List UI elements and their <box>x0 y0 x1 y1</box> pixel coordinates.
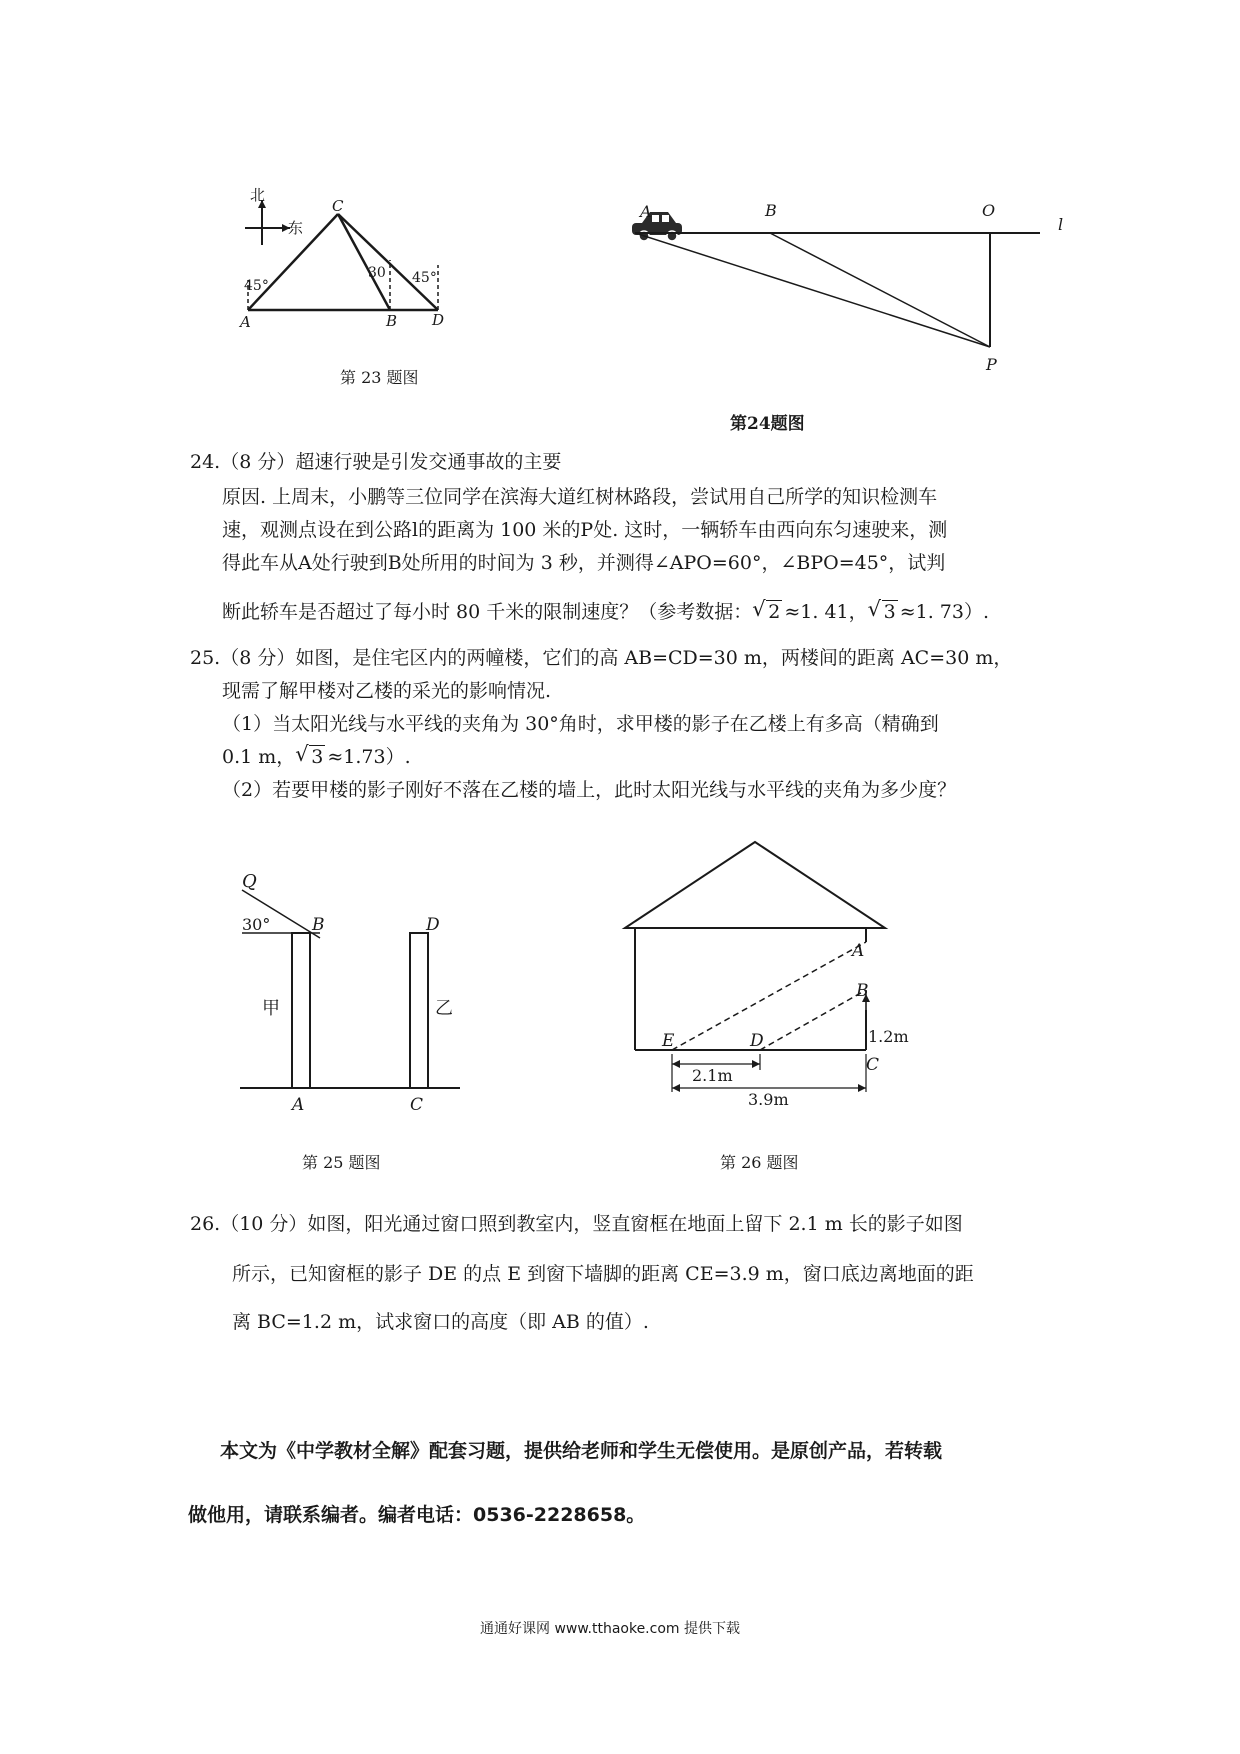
notice-line-1: 本文为《中学教材全解》配套习题，提供给老师和学生无偿使用。是原创产品，若转载 <box>220 1440 943 1462</box>
page-footer: 通通好课网 www.tthaoke.com 提供下载 <box>480 1621 740 1637</box>
fig26-dim-bc: 1.2m <box>868 1027 909 1046</box>
q24-line-5: 断此轿车是否超过了每小时 80 千米的限制速度？（参考数据：√ 2 ≈1. 41，√ 3 ≈1. 73）. <box>222 600 989 624</box>
figure-25 <box>230 870 490 1180</box>
figure-24 <box>630 201 1100 445</box>
fig26-caption: 第 26 题图 <box>720 1153 799 1172</box>
fig23-label-b: B <box>386 312 398 330</box>
fig24-label-o: O <box>982 201 996 220</box>
fig25-label-q: Q <box>242 871 257 892</box>
fig26-label-e: E <box>662 1031 675 1051</box>
q24-line-4: 得此车从A处行驶到B处所用的时间为 3 秒，并测得∠APO=60°，∠BPO=45°，试判 <box>222 552 946 574</box>
fig24-label-a: A <box>640 202 652 221</box>
fig26-label-a: A <box>852 941 865 961</box>
fig25-angle: 30° <box>242 915 271 934</box>
fig23-angle-45a: 45° <box>244 278 269 294</box>
q24-line-2: 原因. 上周末，小鹏等三位同学在滨海大道红树林路段，尝试用自己所学的知识检测车 <box>222 486 938 508</box>
fig25-caption: 第 25 题图 <box>302 1153 381 1172</box>
q26-line-1: 26.（10 分）如图，阳光通过窗口照到教室内，竖直窗框在地面上留下 2.1 m 长的影子如图 <box>190 1213 963 1235</box>
fig23-angle-45b: 45° <box>412 270 437 286</box>
fig25-label-b: B <box>312 915 325 935</box>
figure-26 <box>620 830 920 1180</box>
fig24-label-b: B <box>765 201 777 220</box>
sqrt-symbol: √ 3 <box>868 600 898 624</box>
q25-line-1: 25.（8 分）如图，是住宅区内的两幢楼，它们的高 AB=CD=30 m，两楼间的距离 AC=30 m， <box>190 647 1013 669</box>
q25-line-4: 0.1 m，√ 3 ≈1.73）. <box>222 745 411 769</box>
north-label: 北 <box>250 186 266 204</box>
building-yi: 乙 <box>435 998 453 1019</box>
fig23-label-d: D <box>432 311 445 329</box>
fig26-label-b: B <box>856 981 869 1001</box>
fig26-label-d: D <box>750 1031 764 1051</box>
fig26-dim-de: 2.1m <box>692 1066 733 1085</box>
east-label: 东 <box>288 219 304 237</box>
fig23-angle-30: 30 <box>368 265 386 281</box>
notice-line-2: 做他用，请联系编者。编者电话：0536-2228658。 <box>188 1504 646 1526</box>
fig23-caption: 第 23 题图 <box>340 368 419 387</box>
fig25-label-a: A <box>292 1095 305 1115</box>
q24-line-1: 24.（8 分）超速行驶是引发交通事故的主要 <box>190 451 562 473</box>
q24-line-3: 速，观测点设在到公路l的距离为 100 米的P处. 这时，一辆轿车由西向东匀速驶来，测 <box>222 519 948 541</box>
fig25-label-c: C <box>410 1095 424 1115</box>
fig26-dim-ec: 3.9m <box>748 1090 789 1109</box>
q25-line-2: 现需了解甲楼对乙楼的采光的影响情况. <box>222 680 552 702</box>
fig24-label-l: l <box>1058 215 1064 234</box>
sqrt-symbol: √ 2 <box>752 600 782 624</box>
fig25-label-d: D <box>426 915 440 935</box>
q25-line-5: （2）若要甲楼的影子刚好不落在乙楼的墙上，此时太阳光线与水平线的夹角为多少度？ <box>222 779 957 801</box>
q26-line-2: 所示，已知窗框的影子 DE 的点 E 到窗下墙脚的距离 CE=3.9 m，窗口底边离地面的距 <box>232 1263 974 1285</box>
figure-23 <box>240 186 510 400</box>
q25-line-3: （1）当太阳光线与水平线的夹角为 30°角时，求甲楼的影子在乙楼上有多高（精确到 <box>222 713 939 735</box>
q26-line-3: 离 BC=1.2 m，试求窗口的高度（即 AB 的值）. <box>232 1311 649 1333</box>
fig24-label-p: P <box>986 355 997 374</box>
sqrt-symbol: √ 3 <box>295 745 325 769</box>
fig23-label-c: C <box>332 197 344 215</box>
fig23-label-a: A <box>240 313 251 331</box>
building-jia: 甲 <box>262 998 280 1019</box>
fig24-caption: 第24题图 <box>730 414 805 434</box>
fig26-label-c: C <box>866 1055 880 1075</box>
